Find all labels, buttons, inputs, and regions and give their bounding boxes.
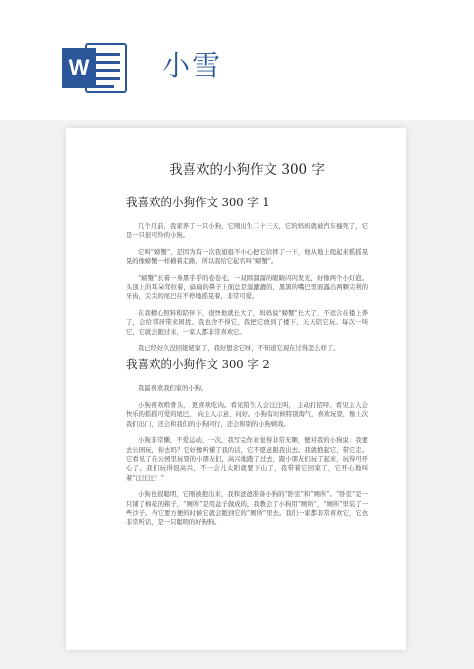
word-icon — [60, 40, 130, 96]
paragraph: “螃蟹”长着一身黑乎乎的卷卷毛，一双圆溜溜的眼睛闪闪发光，好像两个小灯泡。头顶上的耳朵耷拉着，扁扁的鼻子上面总是湿漉漉的，黑黑的嘴巴里面露出两颗尖利的牙齿，尖尖的尾巴在不停地摇晃着，非常可爱。 — [126, 274, 368, 301]
svg-text:W: W — [68, 55, 90, 80]
document-title: 我喜欢的小狗作文 300 字 — [169, 162, 325, 178]
document-page — [66, 128, 406, 650]
section-heading: 我喜欢的小狗作文 300 字 1 — [126, 195, 270, 209]
paragraph: 在我精心照料和陪伴下，很快他就长大了，妈妈说“螃蟹”长大了，不适合在楼上养了，会给邻居带来困扰。我也舍不得它，我把它放到了楼下，天天陪它玩。每次一叫它，它就会跑过来，一家人都非常喜欢它。 — [126, 309, 368, 336]
paragraph: 小狗也很聪明，它刚被抱出来，我和爸爸准备小狗的“卧室”和“厕所”。“卧室”是一只铺了棉花的箱子，“厕所”是用盆子做成的，我教会了小狗用“厕所”，“厕所”里装了一些沙子。当它要方便的时候它就会跑到它的“厕所”里去。我们一家都非常喜欢它，它也非常听话，是一只聪明的好狗狗。 — [126, 491, 368, 527]
paragraph: 我最喜欢我们家的小狗。 — [138, 385, 208, 393]
paragraph: 几个月前，我家养了一只小狗，它刚出生二十三天，它的妈妈就被汽车撞死了，它是一只很可怜的小狗。 — [126, 223, 368, 240]
paragraph: 它叫“螃蟹”，是因为有一次我姐姐不小心把它给摔了一下，他从地上爬起来摇摇晃晃的像螃蟹一样横着走路，所以我给它起名叫“螃蟹”。 — [126, 248, 368, 266]
paragraph: 小狗喜欢啃骨头， 更喜欢吃肉。看见陌生人会汪汪叫， 主动打招呼。看见主人会快乐的摇摇可爱的尾巴， 向主人示意、问好。小狗有时候特别淘气，喜欢玩耍，像上次我们出门，还会和我们的小狗同行，还会和别的小狗嬉戏。 — [126, 401, 368, 428]
paragraph: 小狗非常懒，不爱运动，一次，我写完作业觉得非常无聊，便对我的小狗说：我要去公园玩，你去吗？它好像听懂了我的话，它不愿意跟我出去。我就抱起它，带它走。它看见了在公园里玩耍的小朋友们，高兴地跑了过去，跟小朋友们玩了起来，玩得可开心了。我们玩得很高兴，不一会儿太阳就要下山了，我带着它回家了，它开心地叫着“汪汪汪！” — [126, 437, 368, 482]
section-heading: 我喜欢的小狗作文 300 字 2 — [126, 357, 270, 372]
paragraph: 我已经好久没回姥姥家了，我好想念它呀，不知道它现在过得怎么样了。 — [138, 345, 340, 353]
brand-label: 小雪 — [162, 49, 223, 82]
